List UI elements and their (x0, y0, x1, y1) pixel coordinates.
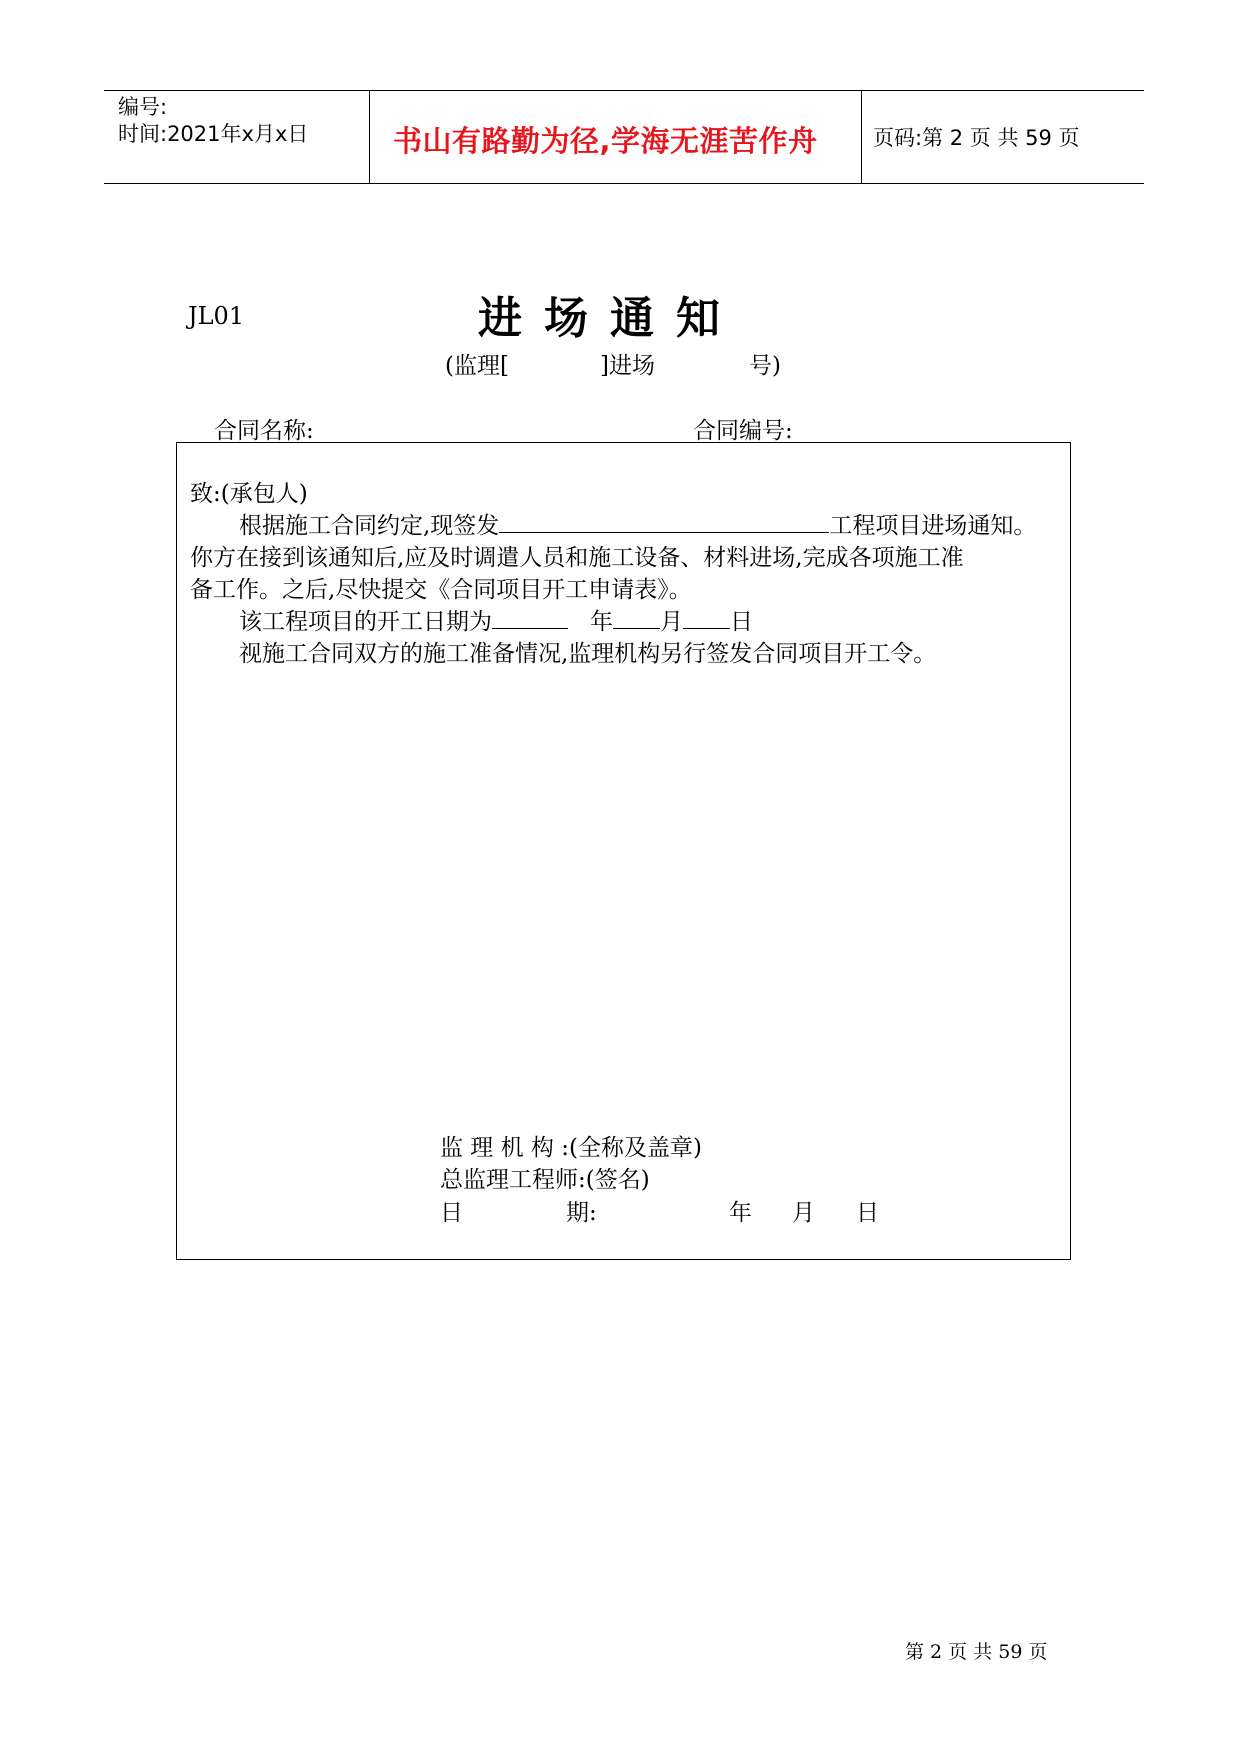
header-divider-left (369, 90, 370, 184)
sign-day-char: 日 (856, 1200, 879, 1226)
paragraph-3: 视施工合同双方的施工准备情况,监理机构另行签发合同项目开工令。 (239, 641, 937, 667)
form-title: 进场通知 (478, 293, 742, 344)
paragraph-1-line-2: 你方在接到该通知后,应及时调遣人员和施工设备、材料进场,完成各项施工准 (190, 545, 964, 571)
start-date-line (239, 606, 753, 638)
form-subtitle-mid: ]进场 (600, 353, 655, 379)
sign-date-char-b: 期: (566, 1200, 597, 1226)
start-month-blank[interactable] (613, 606, 660, 629)
sign-month-char: 月 (792, 1200, 815, 1226)
para1-text-a: 根据施工合同约定,现签发 (239, 513, 500, 539)
sign-org-label: 监 理 机 构 :(全称及盖章) (440, 1135, 702, 1161)
header-page-label: 页码:第 2 页 共 59 页 (873, 126, 1080, 150)
project-name-blank[interactable] (499, 510, 829, 533)
paragraph-1-line-1 (239, 510, 1036, 542)
start-month-char: 月 (659, 609, 683, 635)
sign-engineer-label: 总监理工程师:(签名) (440, 1167, 650, 1193)
contract-name-label: 合同名称: (214, 418, 314, 444)
header-bottom-rule (104, 183, 1144, 184)
form-subtitle-left: (监理[ (445, 353, 509, 379)
start-day-char: 日 (729, 609, 753, 635)
start-year-blank[interactable] (492, 606, 568, 629)
para1-text-b: 工程项目进场通知。 (829, 513, 1037, 539)
header-motto: 书山有路勤为径,学海无涯苦作舟 (393, 124, 818, 158)
start-year-char: 年 (589, 609, 613, 635)
form-subtitle-right: 号) (749, 353, 781, 379)
header-time-label: 时间:2021年x月x日 (118, 122, 309, 146)
header-number-label: 编号: (118, 95, 168, 119)
header-top-rule (104, 90, 1144, 91)
page-footer: 第 2 页 共 59 页 (905, 1641, 1048, 1663)
form-code: JL01 (188, 302, 245, 330)
contract-no-label: 合同编号: (693, 418, 793, 444)
header-divider-right (861, 90, 862, 184)
to-line: 致:(承包人) (190, 481, 308, 507)
start-day-blank[interactable] (683, 606, 730, 629)
paragraph-1-line-3: 备工作。之后,尽快提交《合同项目开工申请表》。 (190, 577, 692, 603)
sign-year-char: 年 (729, 1200, 752, 1226)
start-date-label: 该工程项目的开工日期为 (239, 609, 492, 635)
sign-date-char-a: 日 (440, 1200, 463, 1226)
